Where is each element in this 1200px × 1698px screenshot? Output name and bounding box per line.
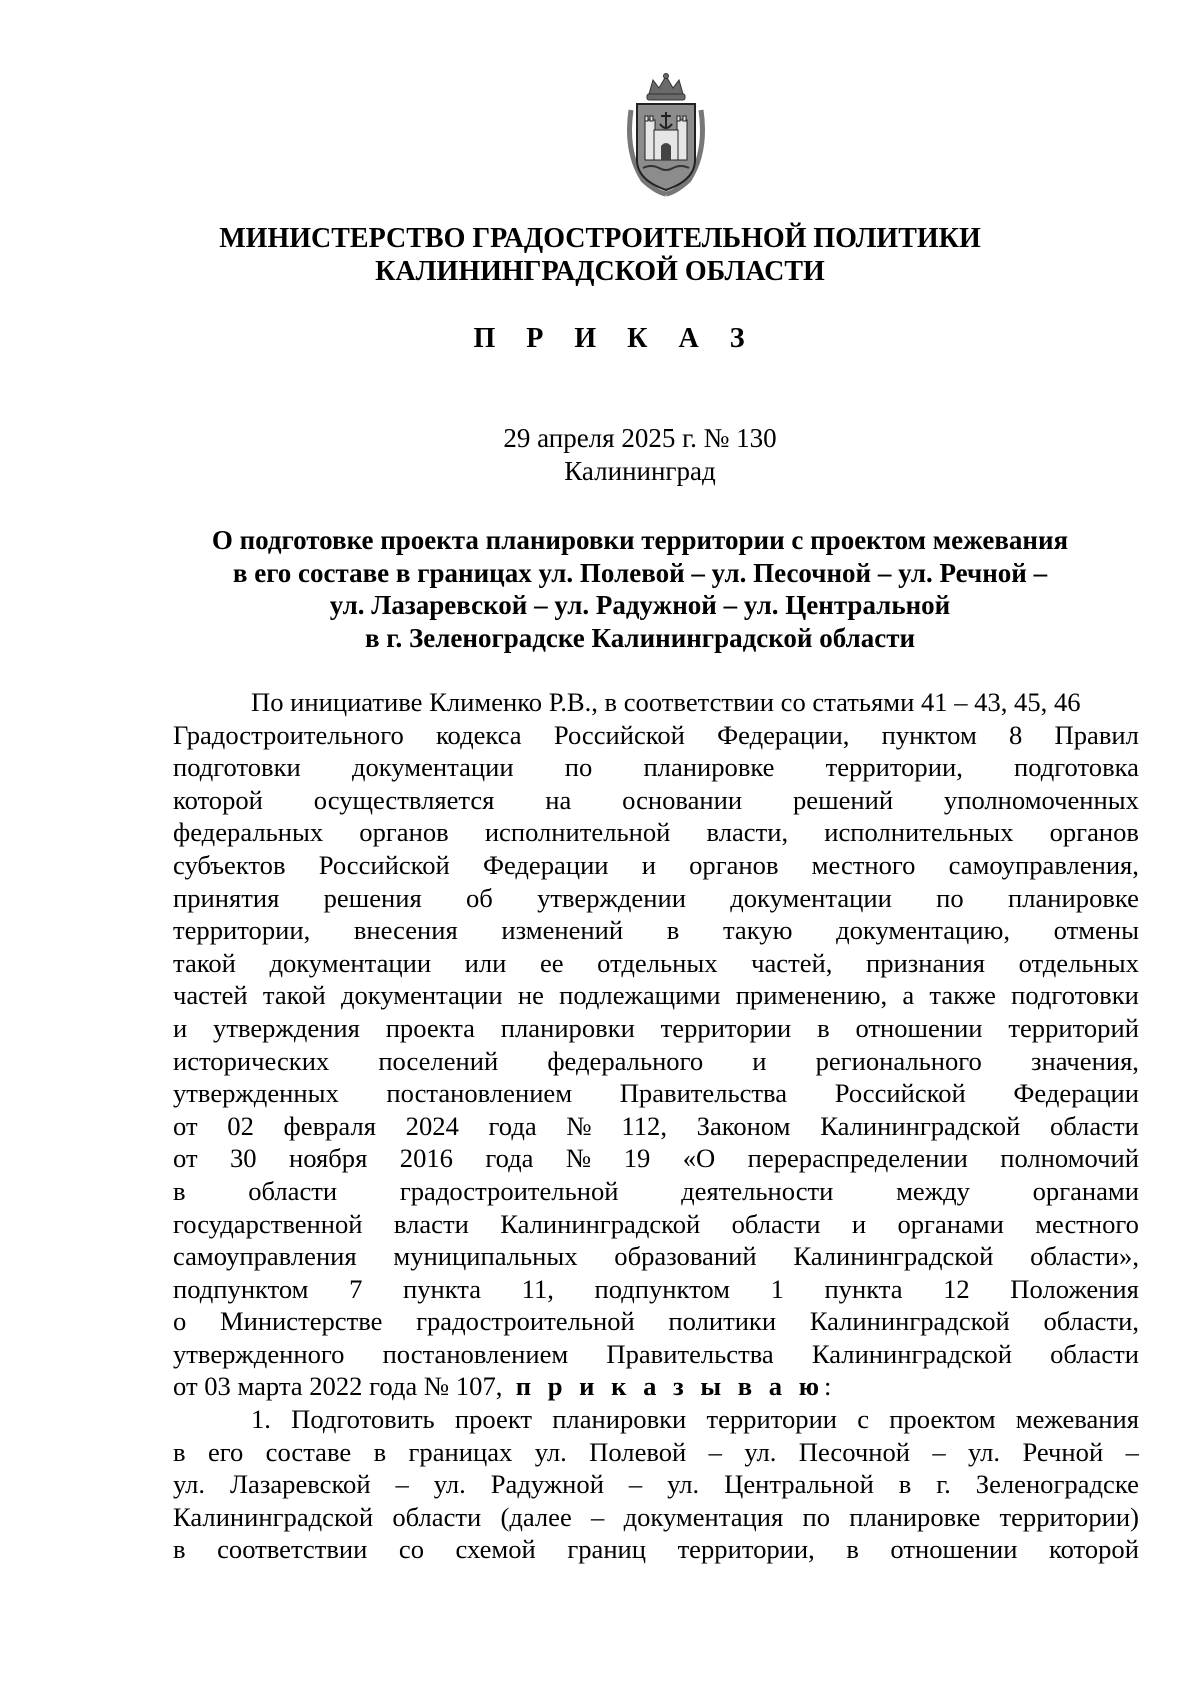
word: отношении xyxy=(855,1012,983,1043)
word: территории, xyxy=(677,1534,815,1565)
word: полномочий xyxy=(1000,1143,1139,1174)
word: 2016 xyxy=(399,1143,453,1174)
word: частей, xyxy=(751,947,833,978)
word: по xyxy=(564,752,593,783)
word: уполномоченных xyxy=(943,784,1139,815)
item-1-line xyxy=(173,1533,1139,1566)
word: признания xyxy=(865,947,985,978)
body-line xyxy=(173,816,1139,849)
order-verb: п р и к а з ы в а ю xyxy=(515,1371,825,1402)
word: Градостроительного xyxy=(173,719,404,750)
ministry-title-line-2: КАЛИНИНГРАДСКОЙ ОБЛАСТИ xyxy=(375,256,825,287)
word: – xyxy=(1125,1436,1139,1467)
coat-of-arms-icon xyxy=(621,72,711,198)
word: исполнительных xyxy=(824,817,1014,848)
word: области xyxy=(731,1208,821,1239)
word: проектом xyxy=(889,1404,996,1435)
word: градостроительной xyxy=(416,1306,635,1337)
word: и xyxy=(173,1012,188,1043)
word: подлежащими xyxy=(559,980,721,1011)
subject-line-4: в г. Зеленоградске Калининградской области xyxy=(364,622,916,653)
word: перераспределении xyxy=(747,1143,968,1174)
word: отдельных xyxy=(597,947,718,978)
word: на xyxy=(545,784,572,815)
word: Министерстве xyxy=(219,1306,383,1337)
word: по xyxy=(802,1501,831,1532)
word: Песочной xyxy=(798,1436,910,1467)
word: границ xyxy=(567,1534,647,1565)
word: Калининградской xyxy=(809,1306,1010,1337)
word: государственной xyxy=(173,1208,363,1239)
word: – xyxy=(708,1436,722,1467)
body-line xyxy=(173,882,1139,915)
item-1-line xyxy=(173,1468,1139,1501)
word: соответствии xyxy=(217,1534,368,1565)
word: которой xyxy=(173,784,263,815)
word: исполнительной xyxy=(484,817,671,848)
word: ул. xyxy=(968,1436,1001,1467)
word: утвержденных xyxy=(173,1078,339,1109)
word: проект xyxy=(454,1404,533,1435)
word: Федерации xyxy=(482,849,609,880)
word: схемой xyxy=(455,1534,536,1565)
word: образований xyxy=(614,1241,757,1272)
word: также xyxy=(929,980,996,1011)
word: Подготовить xyxy=(291,1404,435,1435)
word: ее xyxy=(539,947,564,978)
word: планировке xyxy=(1008,882,1139,913)
word: между xyxy=(896,1175,970,1206)
word: или xyxy=(464,947,507,978)
word: решения xyxy=(323,882,422,913)
subject-line-2: в его составе в границах ул. Полевой – ул. Песочной – ул. Речной – xyxy=(232,557,1048,588)
word: которой xyxy=(1049,1534,1139,1565)
word: Законом xyxy=(696,1110,791,1141)
word: территории, xyxy=(825,752,963,783)
word: в xyxy=(846,1534,859,1565)
city: Калининград xyxy=(564,456,716,486)
body-line xyxy=(173,1045,1139,1078)
word: о xyxy=(173,1306,187,1337)
word: планировке xyxy=(849,1501,981,1532)
word: Российской xyxy=(834,1078,966,1109)
word: осуществляется xyxy=(313,784,495,815)
word: 30 xyxy=(230,1143,257,1174)
word: пункта xyxy=(402,1273,482,1304)
word: от xyxy=(173,1143,198,1174)
word: в xyxy=(817,1012,830,1043)
word: года xyxy=(485,1143,534,1174)
word: от xyxy=(173,1110,198,1141)
word: подпунктом xyxy=(173,1273,309,1304)
body-line: По инициативе Клименко Р.В., в соответствии со статьями 41 – 43, 45, 46 xyxy=(251,687,1081,717)
word: значения, xyxy=(1030,1045,1139,1076)
word: – xyxy=(932,1436,946,1467)
word: 112, xyxy=(621,1110,667,1141)
word: планировки xyxy=(500,1012,635,1043)
word: в xyxy=(666,915,680,946)
date-number: 29 апреля 2025 г. № 130 xyxy=(503,423,777,453)
word: субъектов xyxy=(173,849,286,880)
word: территорий xyxy=(1008,1012,1139,1043)
word: 19 xyxy=(623,1143,651,1174)
word: органов xyxy=(689,849,779,880)
word: основании xyxy=(622,784,743,815)
word: утвержденного xyxy=(173,1338,345,1369)
body-line xyxy=(173,1208,1139,1241)
word: подготовка xyxy=(1014,752,1139,783)
body-line xyxy=(173,914,1139,947)
word: области xyxy=(1050,1338,1139,1369)
word: не xyxy=(517,980,544,1011)
word: Калининградской xyxy=(820,1110,1021,1141)
word: – xyxy=(395,1469,409,1500)
word: и xyxy=(641,849,656,880)
word: принятия xyxy=(173,882,280,913)
word: Калининградской xyxy=(793,1241,994,1272)
word: планировки xyxy=(552,1404,687,1435)
word: Правил xyxy=(1054,719,1139,750)
word: межевания xyxy=(1015,1404,1139,1435)
word: власти, xyxy=(706,817,789,848)
word: «О xyxy=(682,1143,716,1174)
word: решений xyxy=(792,784,894,815)
word: самоуправления, xyxy=(948,849,1139,880)
body-line xyxy=(173,719,1139,752)
word: 12 xyxy=(943,1273,970,1304)
word: в xyxy=(173,1534,186,1565)
word: области xyxy=(248,1175,338,1206)
word: отношении xyxy=(890,1534,1018,1565)
word: утверждении xyxy=(537,882,686,913)
word: такой xyxy=(173,947,236,978)
word: в xyxy=(898,1469,912,1500)
body-last-line xyxy=(173,1370,1139,1403)
word: власти xyxy=(393,1208,469,1239)
subject-line-3: ул. Лазаревской – ул. Радужной – ул. Центральной xyxy=(329,590,951,620)
word: Радужной xyxy=(490,1469,604,1500)
order-subject xyxy=(0,524,1200,654)
order-colon: : xyxy=(824,1371,832,1402)
body-line xyxy=(173,1110,1139,1143)
word: муниципальных xyxy=(393,1241,578,1272)
word: ул. xyxy=(173,1469,206,1500)
word: ул. xyxy=(534,1436,567,1467)
word: документация xyxy=(623,1501,784,1532)
word: Калининградской xyxy=(173,1501,374,1532)
word: 2024 xyxy=(405,1110,459,1141)
word: изменений xyxy=(501,915,624,946)
word: составе xyxy=(265,1436,352,1467)
word: со xyxy=(398,1534,424,1565)
word: утверждения xyxy=(213,1012,360,1043)
word: – xyxy=(591,1501,605,1532)
word: Российской xyxy=(318,849,450,880)
body-line xyxy=(173,1175,1139,1208)
word: области xyxy=(1049,1110,1139,1141)
word: градостроительной xyxy=(399,1175,619,1206)
word: и xyxy=(752,1045,767,1076)
word: области, xyxy=(1043,1306,1139,1337)
word: органов xyxy=(1049,817,1139,848)
word: органов xyxy=(359,817,449,848)
word: – xyxy=(628,1469,643,1500)
word: исторических xyxy=(173,1045,330,1076)
word: частей xyxy=(173,980,248,1011)
word: подготовки xyxy=(1011,980,1139,1011)
ministry-title-line-1: МИНИСТЕРСТВО ГРАДОСТРОИТЕЛЬНОЙ ПОЛИТИКИ xyxy=(219,223,981,254)
word: и xyxy=(851,1208,867,1239)
word: об xyxy=(465,882,493,913)
body-line xyxy=(173,849,1139,882)
word: пунктом xyxy=(881,719,977,750)
word: Калининградской xyxy=(811,1338,1012,1369)
word: планировке xyxy=(643,752,775,783)
word: области xyxy=(392,1501,482,1532)
word: документации xyxy=(730,882,892,913)
word: деятельности xyxy=(681,1175,834,1206)
word: постановлением xyxy=(382,1338,569,1369)
word: области», xyxy=(1030,1241,1139,1272)
word: а xyxy=(902,980,915,1011)
word: федерального xyxy=(547,1045,704,1076)
word: 1 xyxy=(770,1273,784,1304)
body-line-prefix: от 03 марта 2022 года № 107, xyxy=(173,1371,503,1402)
body-line xyxy=(173,784,1139,817)
word: в xyxy=(173,1436,186,1467)
word: территории xyxy=(706,1404,838,1435)
word: местного xyxy=(1035,1208,1139,1239)
word: органами xyxy=(897,1208,1004,1239)
word: границах xyxy=(408,1436,513,1467)
word: по xyxy=(936,882,964,913)
word: документации xyxy=(351,752,514,783)
word: подпунктом xyxy=(594,1273,730,1304)
order-body xyxy=(173,686,1139,1566)
word: Калининградской xyxy=(500,1208,701,1239)
word: в xyxy=(373,1436,387,1467)
word: Полевой xyxy=(589,1436,687,1467)
word: документацию, xyxy=(836,915,1011,946)
word: его xyxy=(207,1436,244,1467)
word: Положения xyxy=(1010,1273,1139,1304)
word: года xyxy=(488,1110,537,1141)
body-line xyxy=(173,751,1139,784)
body-line xyxy=(173,1305,1139,1338)
body-line xyxy=(173,1142,1139,1175)
body-line xyxy=(173,979,1139,1012)
word: № xyxy=(566,1110,592,1141)
body-line xyxy=(173,947,1139,980)
word: территории, xyxy=(173,915,311,946)
word: пункта xyxy=(824,1273,903,1304)
word: федеральных xyxy=(173,817,324,848)
date-and-place xyxy=(0,422,1200,488)
word: 02 xyxy=(227,1110,254,1141)
word: Федерации xyxy=(1013,1078,1139,1109)
word: регионального xyxy=(815,1045,982,1076)
word: документации xyxy=(269,947,432,978)
word: политики xyxy=(668,1306,777,1337)
word: 8 xyxy=(1009,719,1023,750)
word: ноября xyxy=(289,1143,368,1174)
word: Речной xyxy=(1022,1436,1104,1467)
word: применению, xyxy=(735,980,888,1011)
word: 7 xyxy=(349,1273,363,1304)
word: внесения xyxy=(353,915,458,946)
word: 1. xyxy=(251,1404,271,1435)
word: № xyxy=(565,1143,592,1174)
subject-line-1: О подготовке проекта планировки территории с проектом межевания xyxy=(211,525,1069,555)
word: (далее xyxy=(500,1501,572,1532)
word: в xyxy=(173,1175,186,1206)
word: 11, xyxy=(521,1273,554,1304)
word: такой xyxy=(262,980,326,1011)
body-line xyxy=(173,1012,1139,1045)
word: Российской xyxy=(553,719,685,750)
word: органами xyxy=(1032,1175,1139,1206)
word: Правительства xyxy=(619,1078,788,1109)
word: отдельных xyxy=(1018,947,1139,978)
word: ул. xyxy=(744,1436,777,1467)
body-line xyxy=(173,1240,1139,1273)
document-type: П Р И К А З xyxy=(473,323,757,354)
word: территории xyxy=(660,1012,792,1043)
word: Центральной xyxy=(724,1469,874,1500)
word: постановлением xyxy=(386,1078,573,1109)
word: Зеленоградске xyxy=(975,1469,1139,1500)
word: такую xyxy=(722,915,793,946)
word: территории) xyxy=(999,1501,1139,1532)
item-1-line xyxy=(173,1501,1139,1534)
word: ул. xyxy=(667,1469,700,1500)
word: г. xyxy=(936,1469,951,1500)
word: подготовки xyxy=(173,752,301,783)
word: проекта xyxy=(385,1012,475,1043)
word: Правительства xyxy=(606,1338,774,1369)
word: Лазаревской xyxy=(230,1469,371,1500)
item-1-line xyxy=(173,1436,1139,1469)
item-1-line xyxy=(173,1403,1139,1436)
body-line xyxy=(173,1077,1139,1110)
word: местного xyxy=(811,849,916,880)
body-line xyxy=(173,1338,1139,1371)
ministry-title xyxy=(0,222,1200,288)
word: отмены xyxy=(1053,915,1139,946)
word: с xyxy=(857,1404,870,1435)
word: поселений xyxy=(378,1045,499,1076)
word: самоуправления xyxy=(173,1241,357,1272)
word: документации xyxy=(340,980,503,1011)
word: Федерации, xyxy=(717,719,850,750)
word: февраля xyxy=(283,1110,376,1141)
body-line xyxy=(173,1273,1139,1306)
word: кодекса xyxy=(435,719,522,750)
word: ул. xyxy=(433,1469,466,1500)
